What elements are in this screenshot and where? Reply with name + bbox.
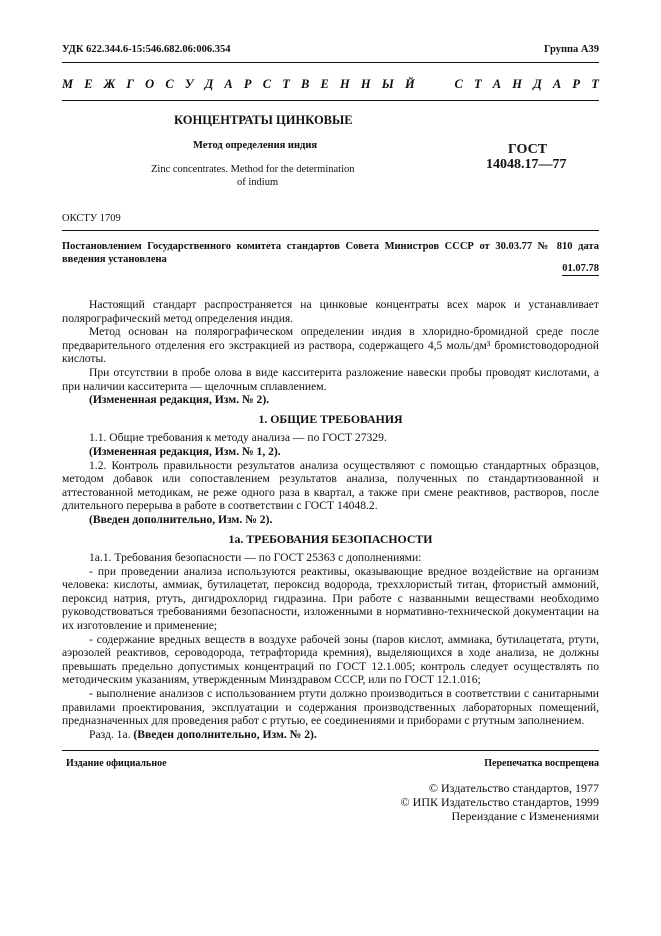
reprint-notice: Перепечатка воспрещена [484, 758, 599, 769]
interstate-letter: Ж [103, 77, 116, 91]
section-heading-general: 1. ОБЩИЕ ТРЕБОВАНИЯ [258, 411, 403, 426]
interstate-letter: А [552, 77, 562, 91]
copyright-1999: © ИПК Издательство стандартов, 1999 [400, 795, 599, 809]
interstate-letter: О [145, 77, 155, 91]
section-note [62, 728, 599, 742]
effective-date: 01.07.78 [562, 263, 599, 274]
interstate-letter: В [300, 77, 310, 91]
interstate-letter: Н [360, 77, 371, 91]
clause-1-1: 1.1. Общие требования к методу анализа — по ГОСТ 27329. [89, 431, 387, 445]
standard-title: КОНЦЕНТРАТЫ ЦИНКОВЫЕ [174, 113, 353, 127]
amendment-note: (Введен дополнительно, Изм. № 2). [133, 727, 317, 741]
clause-1-2: 1.2. Контроль правильности результатов анализа осуществляют с помощью стандартных образцов, методом добавок или сопоставлением результатов анализа, полученных по стандартизованной и аттестованной методикам, не реже одного раза в квартал, а также при смене реактивов, растворов, после длительного перерыва в работе в соответствии с ГОСТ 14048.2. [62, 458, 599, 513]
interstate-letter: Н [339, 77, 350, 91]
group-code: Группа А39 [543, 44, 599, 55]
footer-rule [62, 750, 599, 751]
interstate-letter: С [262, 77, 272, 91]
copyright-1977: © Издательство стандартов, 1977 [428, 781, 599, 795]
interstate-letter: У [184, 77, 194, 91]
interstate-letter: Н [512, 77, 523, 91]
interstate-letter: Д [204, 77, 214, 91]
interstate-letter: Г [126, 77, 134, 91]
interstate-letter: Р [243, 77, 252, 91]
gost-number: 14048.17—77 [486, 157, 567, 172]
paragraph-scope: Настоящий стандарт распространяется на цинковые концентраты всех марок и устанавливает полярографический метод определения индия. [62, 298, 599, 325]
section-ref: Разд. 1а. [89, 727, 131, 741]
interstate-letter: Р [572, 77, 581, 91]
header-rule-bottom [62, 100, 599, 101]
paragraph-method: Метод основан на полярографическом определении индия в хлоридно-бромидной среде после предварительного отделения его экстракцией из раствора, содержащего 4,5 моль/дм³ бромистоводородной кислоты. [62, 325, 599, 366]
safety-item-reagents: - при проведении анализа используются реактивы, оказывающие вредное воздействие на организм человека: кислоты, аммиак, бутилацетат, пероксид водорода, треххлористый титан, фтористый аммоний, пероксид натрия, ртуть, дигидрохлорид гидразина. При работе с названными веществами необходимо руководствоваться требованиями безопасности, изложенными в нормативно-технической документации на их изготовление и применение; [62, 564, 599, 633]
header-rule-top [62, 62, 599, 63]
amendment-note: (Измененная редакция, Изм. № 2). [89, 393, 270, 407]
official-edition: Издание официальное [66, 758, 167, 769]
gost-label: ГОСТ [508, 142, 548, 157]
interstate-letter: Ы [381, 77, 394, 91]
safety-item-air: - содержание вредных веществ в воздухе рабочей зоны (паров кислот, аммиака, бутилацетата, ртути, аэрозолей реактивов, сероводорода, тетрафторида кремния), выделяющихся в ходе анализа, не должны превышать предельно допустимых концентраций по ГОСТ 12.1.005; контроль следует осуществлять по методическим указаниям, утвержденным Минздравом СССР, или по ГОСТ 12.1.016; [62, 632, 599, 687]
interstate-letter: Т [591, 77, 599, 91]
paragraph-decomposition: При отсутствии в пробе олова в виде касситерита разложение навески пробы проводят кислотами, а при наличии касситерита — щелочным сплавлением. [62, 365, 599, 393]
interstate-letter [440, 77, 443, 92]
english-title-line1: Zinc concentrates. Method for the determination [151, 164, 355, 175]
interstate-letter: С [454, 77, 463, 91]
interstate-letter: Д [533, 77, 542, 91]
method-title: Метод определения индия [193, 140, 318, 151]
interstate-letter: Е [84, 77, 93, 91]
amendment-note: (Измененная редакция, Изм. № 1, 2). [89, 444, 281, 458]
oksty-code: ОКСТУ 1709 [62, 213, 121, 224]
amendment-note: (Введен дополнительно, Изм. № 2). [89, 512, 273, 526]
interstate-letter: Т [474, 77, 482, 91]
interstate-letter: Т [282, 77, 290, 91]
document-body [62, 298, 599, 741]
safety-item-mercury: - выполнение анализов с использованием ртути должно производиться в соответствии с санитарными правилами проектирования, эксплуатации и содержания производственных лабораторных помещений, предназначенных для проведения работ с ртутью, ее соединениями и приборами с ртутным заполнением. [62, 687, 599, 728]
interstate-letter: Е [320, 77, 329, 91]
decree-text: Постановлением Государственного комитета стандартов Совета Министров СССР от 30.03.77 № 810 дата введения установлена [62, 241, 599, 265]
interstate-letter: Й [405, 77, 415, 91]
section-heading-safety: 1а. ТРЕБОВАНИЯ БЕЗОПАСНОСТИ [228, 531, 433, 546]
reissue-note: Переиздание с Изменениями [451, 809, 599, 823]
clause-1a-1: 1а.1. Требования безопасности — по ГОСТ 25363 с дополнениями: [89, 551, 422, 565]
udk-code: УДК 622.344.6-15:546.682.06:006.354 [62, 44, 231, 55]
oksty-rule [62, 230, 599, 231]
interstate-standard-heading [62, 77, 599, 92]
interstate-letter [426, 77, 429, 92]
interstate-letter: А [224, 77, 233, 91]
interstate-letter: С [165, 77, 174, 91]
interstate-letter: М [62, 77, 74, 91]
english-title-line2: of indium [237, 177, 279, 188]
interstate-letter: А [492, 77, 502, 91]
